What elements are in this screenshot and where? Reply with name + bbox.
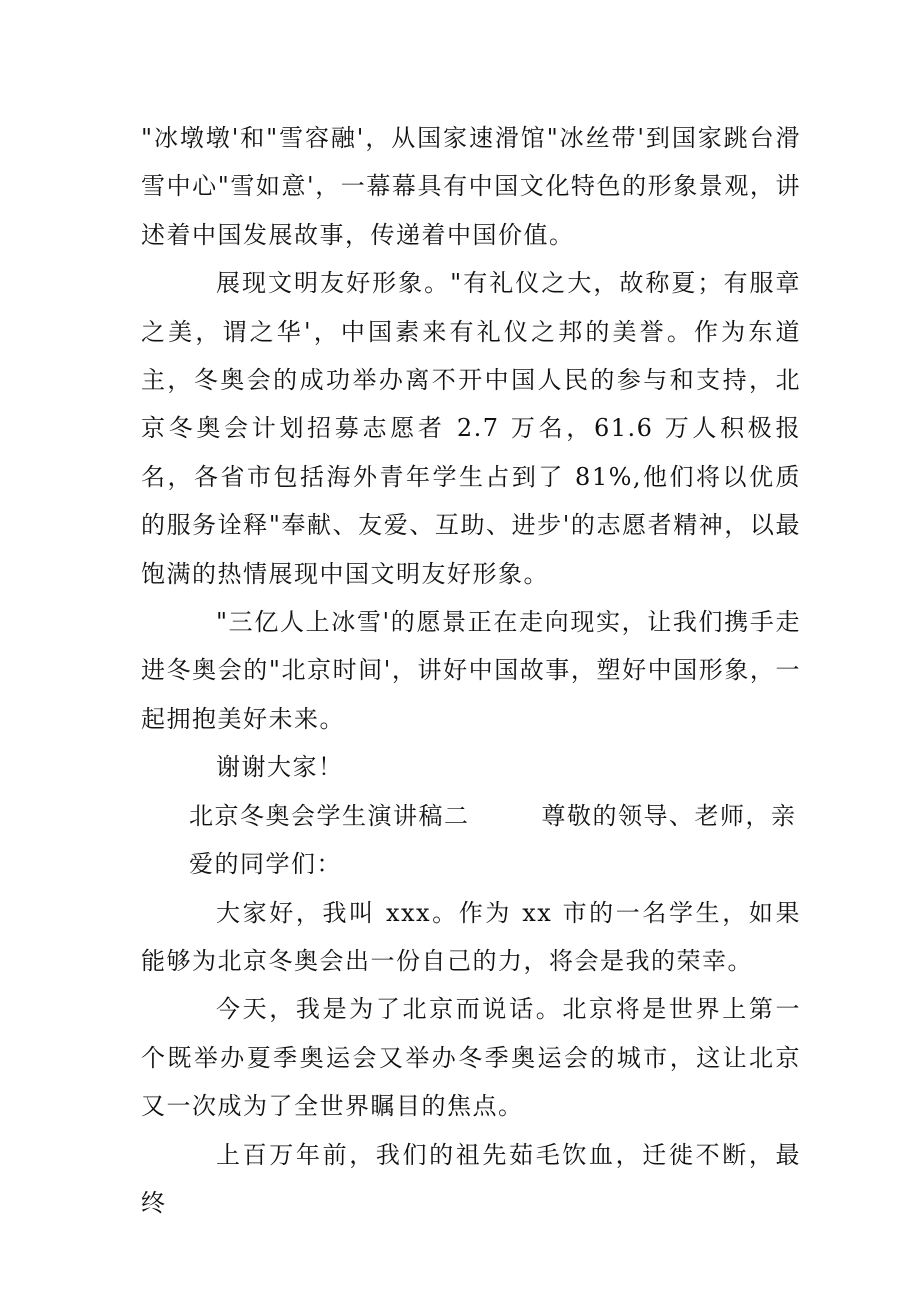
speech-heading-line [141,792,801,889]
paragraph-ancestors: 上百万年前，我们的祖先茹毛饮血，迁徙不断，最终 [141,1140,801,1217]
paragraph-thanks: 谢谢大家！ [216,753,344,782]
document-body [141,114,801,1227]
paragraph-greeting: 大家好，我叫 xxx。作为 xx 市的一名学生，如果能够为北京冬奥会出一份自己的力，将会是我的荣幸。 [141,898,801,975]
salutation: 尊敬的领导、老师，亲爱的同学们： [189,801,797,879]
paragraph-civilization: 展现文明友好形象。"有礼仪之大，故称夏；有服章之美，谓之华'，中国素来有礼仪之邦的美誉。作为东道主，冬奥会的成功举办离不开中国人民的参与和支持，北京冬奥会计划招募志愿者 2.7 万名，61.6 万人积极报名，各省市包括海外青年学生占到了 81%,他们将以优质的服务诠释"奉献、友爱、互助、进步'的志愿者精神，以最饱满的热情展现中国文明友好形象。 [141,269,801,588]
paragraph-continued: "冰墩墩'和"雪容融'，从国家速滑馆"冰丝带'到国家跳台滑雪中心"雪如意'，一幕幕具有中国文化特色的形象景观，讲述着中国发展故事，传递着中国价值。 [141,124,801,249]
speech-title: 北京冬奥会学生演讲稿二 [189,801,470,830]
paragraph-beijing: 今天，我是为了北京而说话。北京将是世界上第一个既举办夏季奥运会又举办冬季奥运会的城市，这让北京又一次成为了全世界瞩目的焦点。 [141,995,801,1121]
paragraph-vision: "三亿人上冰雪'的愿景正在走向现实，让我们携手走进冬奥会的"北京时间'，讲好中国故事，塑好中国形象，一起拥抱美好未来。 [141,608,801,733]
